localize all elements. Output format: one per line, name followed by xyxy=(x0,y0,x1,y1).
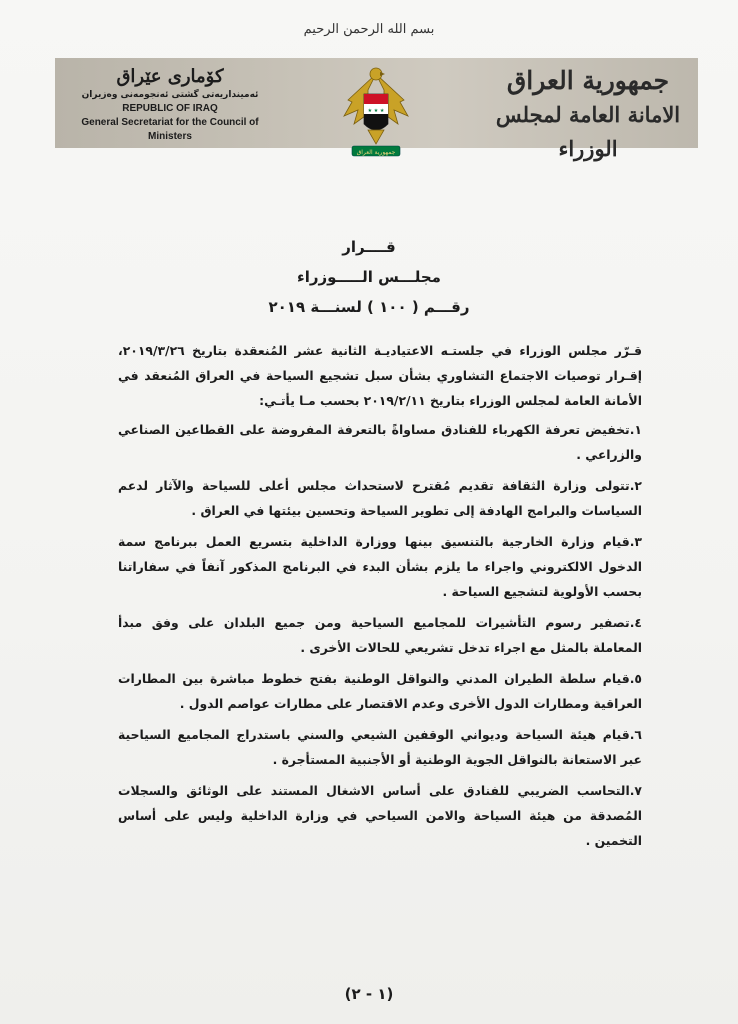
list-item-6: ٦.قيام هيئة السياحة وديواني الوقفين الشيعي والسني باستدراج المجاميع السياحية عبر الاستعانة بالنواقل الجوية الوطنية أو الأجنبية المستأجرة . xyxy=(118,727,642,767)
arabic-subtitle: الامانة العامة لمجلس الوزراء xyxy=(495,102,681,161)
list-item-5: ٥.قيام سلطة الطيران المدني والنواقل الوطنية بفتح خطوط مباشرة بين المطارات العراقية ومطارات الدول الأخرى وعدم الاقتصار على مطارات عواصم الدول . xyxy=(118,671,642,711)
english-title: REPUBLIC OF IRAQ xyxy=(122,103,218,114)
svg-text:★ ★ ★: ★ ★ ★ xyxy=(367,108,385,114)
basmala: بسم الله الرحمن الرحيم xyxy=(303,22,435,37)
page-number: (١ - ٢) xyxy=(344,985,394,1003)
decision-heading: قــــرار xyxy=(342,238,396,256)
intro-paragraph: قـرّر مجلس الوزراء في جلستـه الاعتياديـة الثانية عشر المُنعقدة بتاريخ ٢٠١٩/٣/٢٦، إقـرار توصيات الاجتماع التشاوري بشأن سبل تشجيع السياحة في العراق المُنعقد في الأمانة العامة لمجلس الوزراء بتاريخ ٢٠١٩/٢/١١ بحسب مـا يأتـي: xyxy=(118,343,642,408)
list-item-3: ٣.قيام وزارة الخارجية بالتنسيق بينها ووزارة الداخلية بتسريع العمل ببرنامج سمة الدخول الالكتروني واجراء ما يلزم بشأن البدء في البرنامج المذكور آنفاً في سفاراتنا بحسب الأولوية لتشجيع السياحة . xyxy=(118,534,642,599)
letterhead-left xyxy=(65,66,275,144)
kurdish-title: كۆماری عێراق xyxy=(116,66,224,87)
decision-title xyxy=(0,232,738,322)
kurdish-subtitle: ئه‌مینداریه‌تی گشتی ئه‌نجومه‌نی وه‌زیران xyxy=(81,90,259,100)
letterhead xyxy=(55,58,698,161)
decision-body xyxy=(118,338,642,859)
arabic-title: جمهورية العراق xyxy=(506,66,670,95)
list-item-4: ٤.تصفير رسوم التأشيرات للمجاميع السياحية ومن جميع البلدان على وفق مبدأ المعاملة بالمثل مع اجراء تدخل تشريعي للحالات الأخرى . xyxy=(118,615,642,655)
eagle-emblem-icon xyxy=(338,60,414,170)
list-item-2: ٢.تتولى وزارة الثقافة تقديم مُقترح لاستحداث مجلس أعلى للسياحة والآثار لدعم السياسات والبرامج الهادفة إلى تطوير السياحة وتحسين بيئتها في العراق . xyxy=(118,478,642,518)
list-item-7: ٧.التحاسب الضريبي للفنادق على أساس الاشغال المستند على الوثائق والسجلات المُصدقة من هيئة السياحة والامن السياحي في وزارة الداخلية وليس على أساس التخمين . xyxy=(118,783,642,848)
list-item-1: ١.تخفيض تعرفة الكهرباء للفنادق مساواةً بالتعرفة المفروضة على القطاعين الصناعي والزراعي . xyxy=(118,422,642,462)
decision-number: رقـــم ( ١٠٠ ) لسنـــة ٢٠١٩ xyxy=(268,298,470,316)
english-subtitle: General Secretariat for the Council of Ministers xyxy=(81,117,259,142)
letterhead-right xyxy=(488,64,688,166)
emblem-scroll-text: جمهورية العراق xyxy=(356,149,396,156)
council-heading: مجلـــس الـــــوزراء xyxy=(297,268,441,286)
